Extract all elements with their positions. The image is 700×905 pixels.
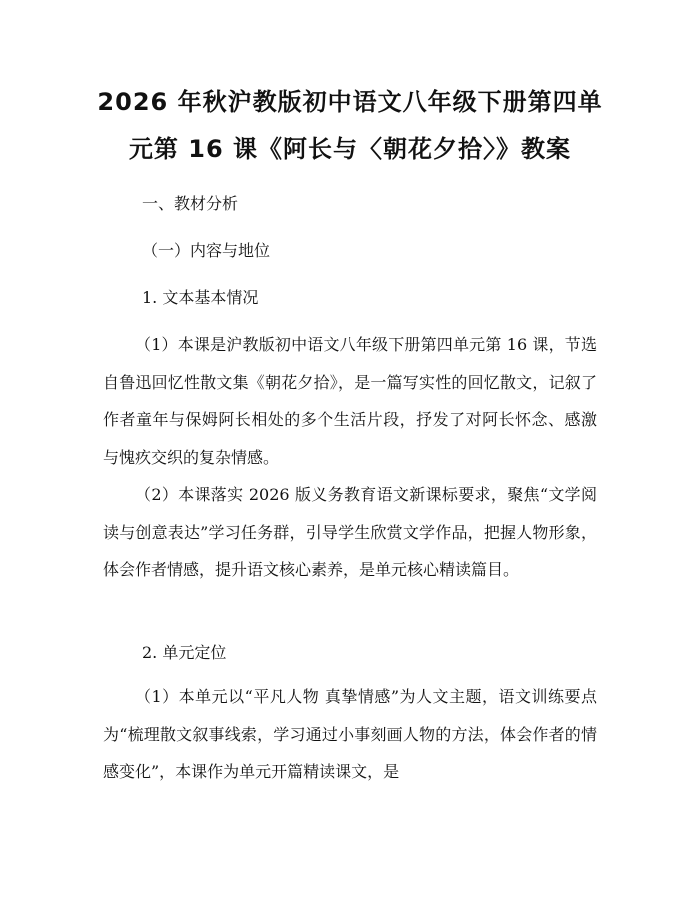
paragraph-unit-position-1: （1）本单元以“平凡人物 真挚情感”为人文主题，语文训练要点为“梳理散文叙事线索，学习通过小事刻画人物的方法，体会作者的情感变化”，本课作为单元开篇精读课文，是 [103, 687, 597, 782]
paragraph-text-basic-info-2: （2）本课落实 2026 版义务教育语文新课标要求，聚焦“文学阅读与创意表达”学习任务群，引导学生欣赏文学作品，把握人物形象，体会作者情感，提升语文核心素养，是单元核心精读篇目。 [103, 485, 597, 580]
paragraph-text-basic-info-1: （1）本课是沪教版初中语文八年级下册第四单元第 16 课，节选自鲁迅回忆性散文集《朝花夕拾》，是一篇写实性的回忆散文，记叙了作者童年与保姆阿长相处的多个生活片段，抒发了对阿长怀念、感激与愧疚交织的复杂情感。 [103, 335, 597, 468]
subsection-heading-content-and-position: （一）内容与地位 [142, 241, 271, 260]
section-heading-textbook-analysis: 一、教材分析 [142, 194, 239, 213]
item-heading-text-basic-info: 1. 文本基本情况 [142, 288, 259, 307]
document-title-line-2: 元第 16 课《阿长与〈朝花夕拾〉》教案 [128, 135, 572, 163]
document-title-line-1: 2026 年秋沪教版初中语文八年级下册第四单 [97, 88, 603, 116]
item-heading-unit-position: 2. 单元定位 [142, 643, 227, 662]
